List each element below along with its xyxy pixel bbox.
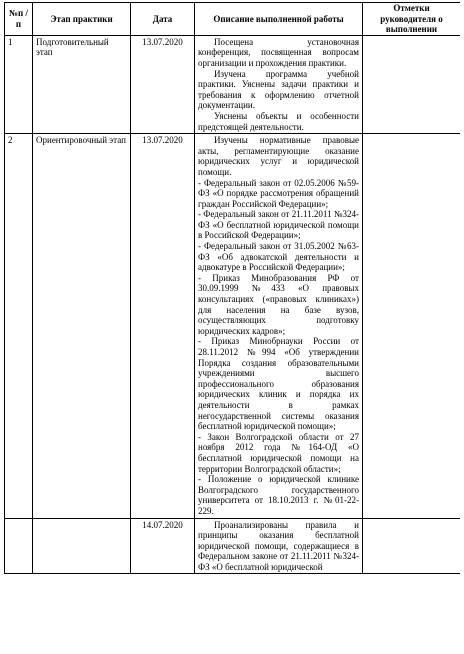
row-description xyxy=(195,134,363,518)
document-page xyxy=(4,2,460,654)
row-description xyxy=(195,518,363,574)
legal-act-item: - Приказ Минобразования РФ от 30.09.1999 №433 «О правовых консультациях («правовых клиниках») для населения на базе вузов, осуществляющих подготовку юридических кадров»; xyxy=(198,272,359,336)
legal-act-item: - Приказ Минобрнауки России от 28.11.2012 №994 «Об утверждении Порядка создания образовательными учреждениями высшего профессионального образования юридических клиник и порядка их деятельности в рамках негосударственной системы оказания бесплатной юридической помощи»; xyxy=(198,336,359,432)
row-supervisor-notes xyxy=(363,134,461,518)
header-num: №п /п xyxy=(5,3,33,36)
row-number: 2 xyxy=(5,134,33,518)
description-paragraph: Проанализированы правила и принципы оказания бесплатной юридической помощи, содержащиеся в Федеральном законе от 21.11.2011 №324-ФЗ «О бесплатной юридической xyxy=(198,519,359,572)
table-header-row xyxy=(5,3,461,36)
row-supervisor-notes xyxy=(363,35,461,133)
description-paragraph: Изучена программа учебной практики. Уяснены задачи практики и требования к оформлению отчетной документации. xyxy=(198,68,359,111)
description-paragraph: Уяснены объекты и особенности предстоящей деятельности. xyxy=(198,110,359,132)
row-date: 13.07.2020 xyxy=(131,35,195,133)
row-stage: Ориентировочный этап xyxy=(33,134,131,518)
practice-log-table xyxy=(4,2,460,574)
header-stage: Этап практики xyxy=(33,3,131,36)
row-number: 1 xyxy=(5,35,33,133)
row-stage: Подготовительный этап xyxy=(33,35,131,133)
legal-act-item: - Закон Волгоградской области от 27 ноября 2012 года №164-ОД «О бесплатной юридической помощи на территории Волгоградской области»; xyxy=(198,431,359,474)
header-date: Дата xyxy=(131,3,195,36)
row-stage xyxy=(33,518,131,574)
legal-act-item: - Федеральный закон от 21.11.2011 №324-ФЗ «О бесплатной юридической помощи в Российской Федерации»; xyxy=(198,209,359,241)
legal-act-item: - Федеральный закон от 02.05.2006 №59-ФЗ «О порядке рассмотрения обращений граждан Российской Федерации»; xyxy=(198,177,359,209)
legal-act-item: - Федеральный закон от 31.05.2002 №63-ФЗ «Об адвокатской деятельности и адвокатуре в Российской Федерации»; xyxy=(198,241,359,273)
table-row xyxy=(5,134,461,518)
table-row xyxy=(5,35,461,133)
description-paragraph: Посещена установочная конференция, посвященная вопросам организации и прохождения практики. xyxy=(198,36,359,68)
header-supervisor-notes: Отметки руководителя о выполнении xyxy=(363,3,461,36)
header-description: Описание выполненной работы xyxy=(195,3,363,36)
row-supervisor-notes xyxy=(363,518,461,574)
legal-act-item: - Положение о юридической клинике Волгоградского государственного университета от 18.10.2013 г. №01-22-229. xyxy=(198,474,359,516)
row-description xyxy=(195,35,363,133)
row-number xyxy=(5,518,33,574)
row-date: 14.07.2020 xyxy=(131,518,195,574)
row-date: 13.07.2020 xyxy=(131,134,195,518)
description-intro: Изучены нормативные правовые акты, регламентирующие оказание юридических услуг и юридической помощи. xyxy=(198,135,359,177)
table-row xyxy=(5,518,461,574)
